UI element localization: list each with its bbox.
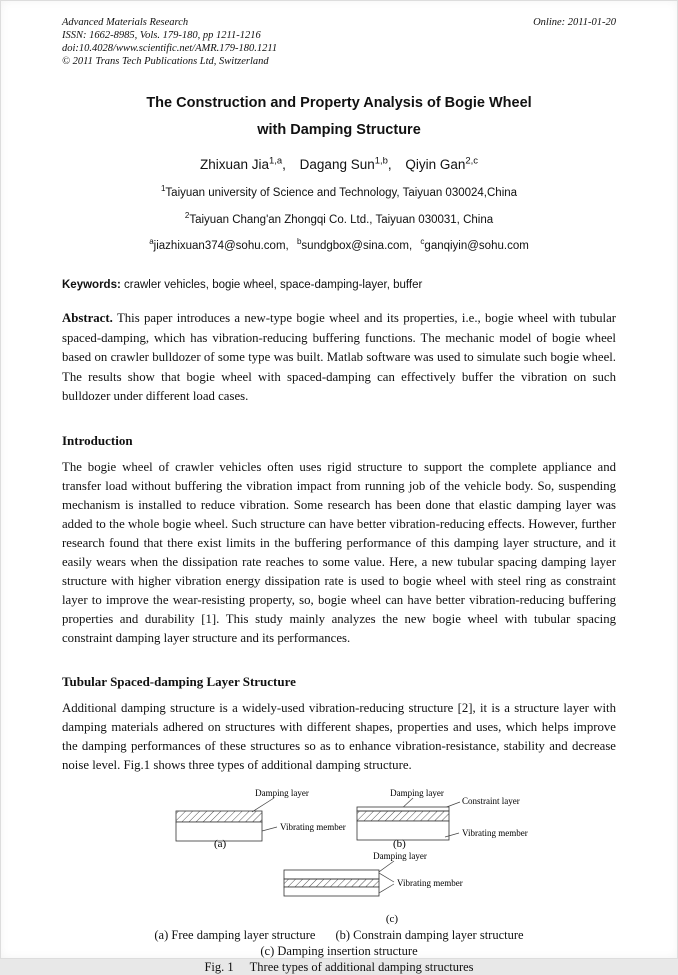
email-a: $^a$jiazhixuan374@sohu.com, (149, 237, 289, 252)
journal-copyright: © 2011 Trans Tech Publications Ltd, Switzerland (62, 56, 269, 67)
journal-header-left (62, 16, 277, 68)
journal-doi: doi:10.4028/www.scientific.net/AMR.179-180.1211 (62, 43, 278, 54)
subfigure-b (355, 787, 617, 855)
section-body-introduction: The bogie wheel of crawler vehicles often uses rigid structure to support the complete appliance and transfer load without buffering the vibration impact from running job of the vehicle body. So, suspending mechanism is installed to reduce vibration. Some research has been done that elastic damping layer was added to the whole bogie wheel. Such structure can have better vibration-reducing effects. However, further research found that there exist limits in the buffering performance of this damping layer structure, and it easily wears when the dissipation rate reaches to some value. Here, a new tubular spacing damping layer structure with higher vibration energy dissipation rate is used to bogie wheel with steel ring as constraint layer to improve the wear-resisting property, so, bogie wheel can have better vibration-reducing buffering properties and durability [1]. This study mainly analyzes the new bogie wheel with tubular spacing constraint damping layer structure and its performances. (62, 459, 616, 645)
author-3-sup: 2,c (465, 155, 479, 167)
author-1-sup: 1,a (269, 155, 283, 167)
subfigure-c (282, 850, 517, 931)
paper-title (62, 90, 616, 144)
affiliation-2: $^2$Taiyuan Chang'an Zhongqi Co. Ltd., Taiyuan 030031, China (184, 211, 494, 226)
page-content (62, 16, 616, 975)
figure-1 (62, 787, 616, 927)
section-body-tubular: Additional damping structure is a widely-used vibration-reducing structure [2], it is a structure layer with damping materials adhered on structures with different shapes, properties and uses, which helps improve the damping performances of these structures so as to enhance vibration-resistance, stability and decrease noise level. Fig.1 shows three types of additional damping structure. (62, 700, 616, 772)
affiliation-1: $^1$Taiyuan university of Science and Technology, Taiyuan 030024,China (160, 184, 518, 199)
figure-caption-main (62, 959, 616, 975)
subfigure-c-tag: (c) (385, 912, 399, 925)
subfigure-a-tag: (a) (214, 837, 227, 850)
lower-member-box (284, 887, 379, 896)
constraint-layer-label: Constraint layer (462, 795, 520, 806)
caption-c: (c) Damping insertion structure (260, 943, 418, 958)
journal-header (62, 16, 616, 68)
author-2-sup: 1,b (374, 155, 388, 167)
vibrating-member-label: Vibrating member (280, 821, 346, 832)
caption-b: (b) Constrain damping layer structure (335, 927, 524, 942)
keywords-line (62, 279, 616, 291)
damping-layer-label: Damping layer (255, 787, 309, 798)
email-b: $^b$sundgbox@sina.com, (296, 237, 413, 252)
caption-a: (a) Free damping layer structure (154, 927, 316, 942)
figure-title: Three types of additional damping structures (249, 959, 474, 974)
author-3: Qiyin Gan$^{2,c}$ (405, 155, 479, 172)
section-heading-introduction: Introduction (62, 432, 133, 448)
paper-title-line2: with Damping Structure (257, 122, 421, 138)
damping-layer-label: Damping layer (390, 787, 444, 798)
section-heading-tubular: Tubular Spaced-damping Layer Structure (62, 673, 296, 689)
damping-layer-strip (284, 879, 379, 887)
vibrating-member-label: Vibrating member (462, 827, 528, 838)
author-2: Dagang Sun$^{1,b}$, (299, 155, 392, 172)
vibrating-member-label: Vibrating member (397, 877, 463, 888)
subfigure-c-diagram (282, 850, 517, 926)
subfigure-b-diagram (355, 787, 617, 850)
constraint-layer-strip (357, 807, 449, 811)
emails-line (62, 237, 616, 252)
email-c: $^c$ganqiyin@sohu.com (420, 237, 529, 252)
abstract-label: Abstract. (62, 311, 113, 325)
abstract-paragraph (62, 309, 616, 407)
damping-layer-strip (176, 811, 262, 822)
keywords-label: Keywords: (62, 279, 121, 291)
journal-issn: ISSN: 1662-8985, Vols. 179-180, pp 1211-1216 (62, 30, 261, 41)
subfigure-b-tag: (b) (393, 837, 406, 850)
online-date: Online: 2011-01-20 (533, 17, 616, 28)
upper-member-box (284, 870, 379, 879)
abstract-text: This paper introduces a new-type bogie wheel and its properties, i.e., bogie wheel with tubular spaced-damping, which has vibration-reducing buffering functions. The mechanic model of bogie wheel based on crawler bulldozer of some type was built. Matlab software was used to simulate such bogie wheel. The results show that bogie wheel with spaced-damping can effectively buffer the vibration on such bulldozer under different load cases. (62, 311, 617, 403)
damping-layer-label: Damping layer (373, 850, 427, 861)
journal-name: Advanced Materials Research (62, 17, 189, 28)
figure-caption-c (62, 943, 616, 959)
damping-layer-strip (357, 811, 449, 821)
paper-title-line1: The Construction and Property Analysis of Bogie Wheel (146, 95, 532, 111)
figure-number: Fig. 1 (204, 959, 234, 974)
author-1: Zhixuan Jia$^{1,a}$, (199, 155, 286, 172)
keywords-text: crawler vehicles, bogie wheel, space-damping-layer, buffer (124, 279, 423, 291)
authors-line (62, 157, 616, 172)
